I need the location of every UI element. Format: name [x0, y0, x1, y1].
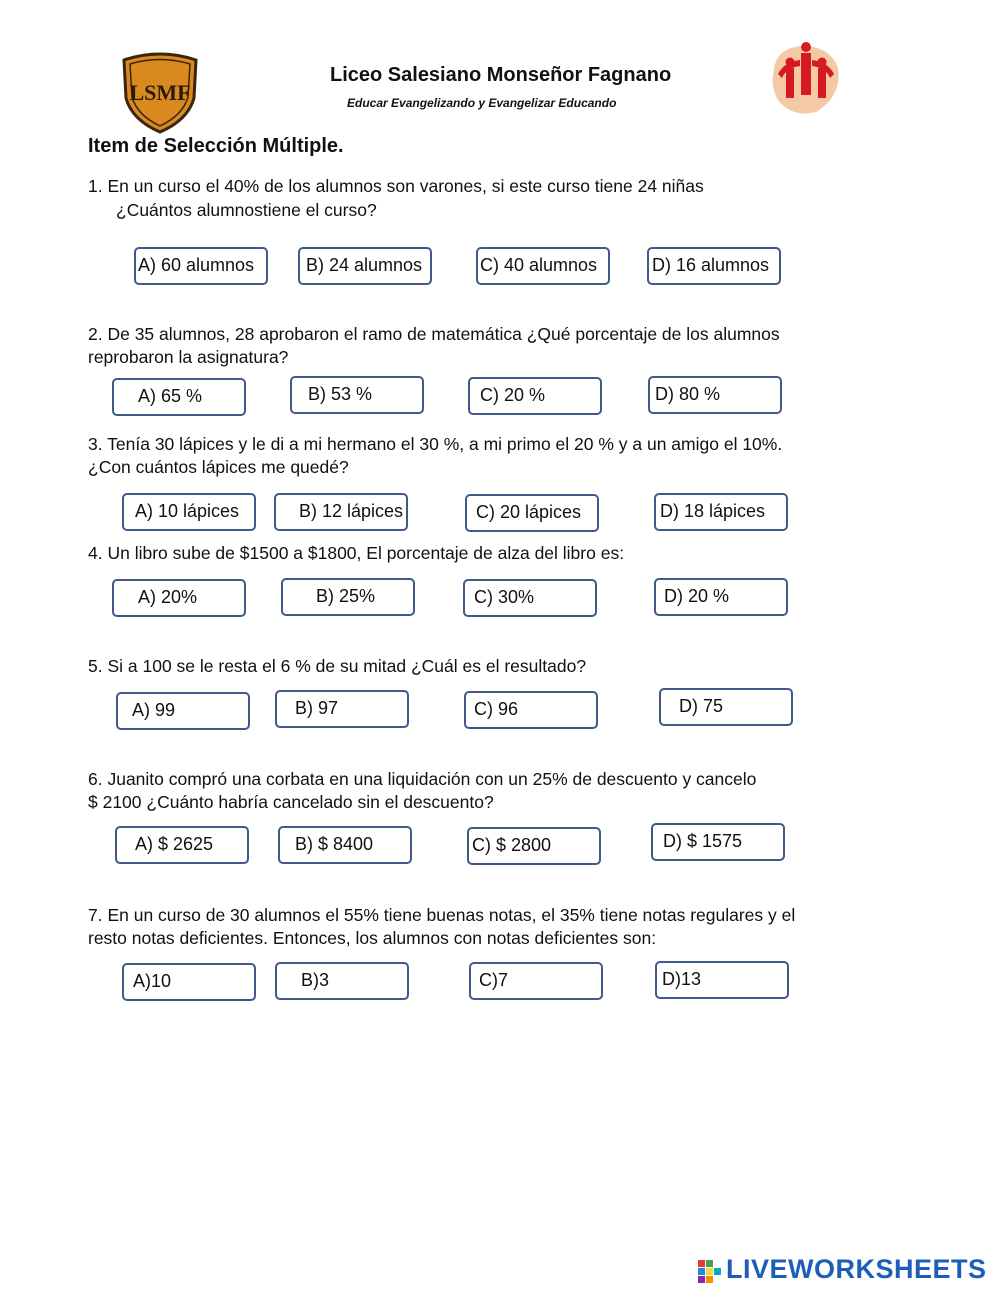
question-7-text-cont: resto notas deficientes. Entonces, los alumnos con notas deficientes son: [88, 928, 657, 948]
q7-option-d[interactable]: D)13 [655, 961, 789, 999]
q7-option-a[interactable]: A)10 [122, 963, 256, 1001]
q1-option-b[interactable]: B) 24 alumnos [298, 247, 432, 285]
q2-option-c[interactable]: C) 20 % [468, 377, 602, 415]
q6-option-a[interactable]: A) $ 2625 [115, 826, 249, 864]
q6-option-d[interactable]: D) $ 1575 [651, 823, 785, 861]
q6-option-b[interactable]: B) $ 8400 [278, 826, 412, 864]
q7-option-b[interactable]: B)3 [275, 962, 409, 1000]
question-4-text: 4. Un libro sube de $1500 a $1800, El porcentaje de alza del libro es: [88, 543, 625, 563]
q2-option-a[interactable]: A) 65 % [112, 378, 246, 416]
q4-option-d[interactable]: D) 20 % [654, 578, 788, 616]
school-name: Liceo Salesiano Monseñor Fagnano [330, 64, 672, 86]
q4-option-b[interactable]: B) 25% [281, 578, 415, 616]
question-1-text: 1. En un curso el 40% de los alumnos son varones, si este curso tiene 24 niñas [88, 176, 704, 196]
question-2-text: 2. De 35 alumnos, 28 aprobaron el ramo de matemática ¿Qué porcentaje de los alumnos [88, 324, 780, 344]
q5-option-a[interactable]: A) 99 [116, 692, 250, 730]
section-title: Item de Selección Múltiple. [88, 135, 344, 157]
question-3-text: 3. Tenía 30 lápices y le di a mi hermano el 30 %, a mi primo el 20 % y a un amigo el 10%. [88, 434, 783, 454]
question-3-text-cont: ¿Con cuántos lápices me quedé? [88, 457, 349, 477]
q4-option-c[interactable]: C) 30% [463, 579, 597, 617]
school-motto: Educar Evangelizando y Evangelizar Educando [347, 96, 617, 110]
question-2-text-cont: reprobaron la asignatura? [88, 347, 289, 367]
question-1-text-cont: ¿Cuántos alumnostiene el curso? [116, 200, 377, 220]
liveworksheets-icon [698, 1254, 722, 1284]
q3-option-b[interactable]: B) 12 lápices [274, 493, 408, 531]
liveworksheets-brand: LIVEWORKSHEETS [726, 1254, 987, 1284]
q4-option-a[interactable]: A) 20% [112, 579, 246, 617]
q2-option-d[interactable]: D) 80 % [648, 376, 782, 414]
q3-option-d[interactable]: D) 18 lápices [654, 493, 788, 531]
q5-option-d[interactable]: D) 75 [659, 688, 793, 726]
q6-option-c[interactable]: C) $ 2800 [467, 827, 601, 865]
question-7-text: 7. En un curso de 30 alumnos el 55% tiene buenas notas, el 35% tiene notas regulares y el [88, 905, 796, 925]
q7-option-c[interactable]: C)7 [469, 962, 603, 1000]
q1-option-d[interactable]: D) 16 alumnos [647, 247, 781, 285]
school-crest-logo [118, 50, 202, 134]
q1-option-c[interactable]: C) 40 alumnos [476, 247, 610, 285]
q5-option-c[interactable]: C) 96 [464, 691, 598, 729]
q3-option-a[interactable]: A) 10 lápices [122, 493, 256, 531]
salesian-logo [764, 38, 844, 118]
svg-text:LSMF: LSMF [129, 80, 191, 105]
q5-option-b[interactable]: B) 97 [275, 690, 409, 728]
question-6-text: 6. Juanito compró una corbata en una liquidación con un 25% de descuento y cancelo [88, 769, 757, 789]
q1-option-a[interactable]: A) 60 alumnos [134, 247, 268, 285]
question-6-text-cont: $ 2100 ¿Cuánto habría cancelado sin el descuento? [88, 792, 494, 812]
question-5-text: 5. Si a 100 se le resta el 6 % de su mitad ¿Cuál es el resultado? [88, 656, 587, 676]
q2-option-b[interactable]: B) 53 % [290, 376, 424, 414]
q3-option-c[interactable]: C) 20 lápices [465, 494, 599, 532]
